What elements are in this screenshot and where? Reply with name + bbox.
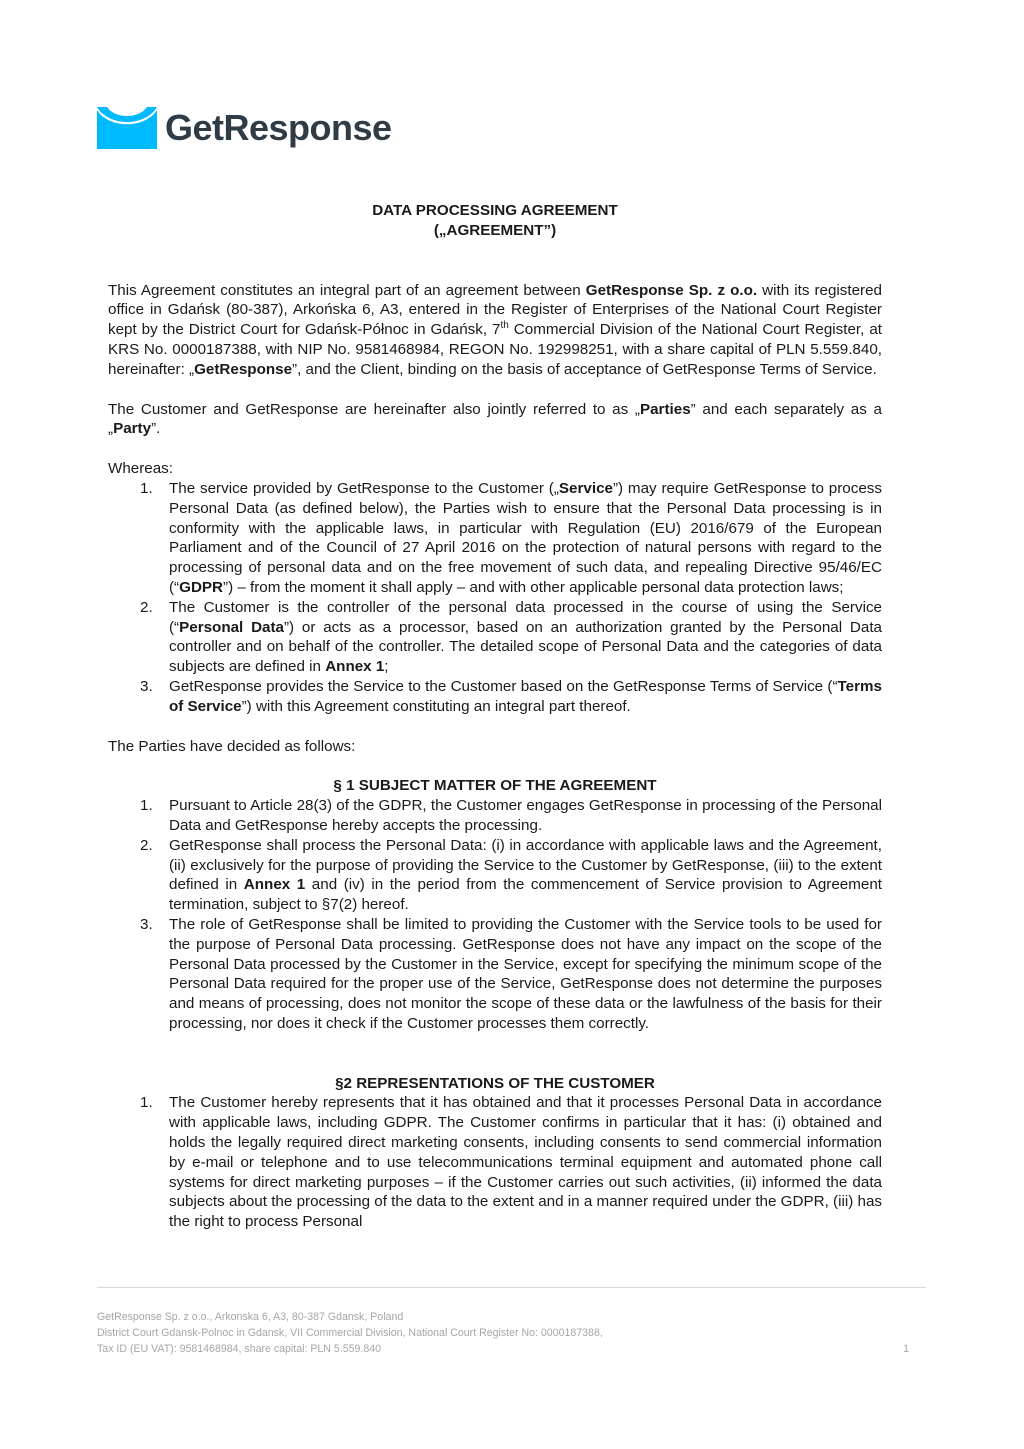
list-item: 3. The role of GetResponse shall be limited to providing the Customer with the Service tools to be used for the purpose of Personal Data processing. GetResponse does not have any impact on the scope of the Personal Data processed by the Customer in the Service, except for specifying the minimum scope of the Personal Data required for the proper use of the Service, GetResponse does not determine the purposes and means of processing, does not monitor the scope of these data or the lawfulness of the basis for their processing, nor does it check if the Customer processes them correctly. xyxy=(140,915,882,1032)
list-item: 1. The service provided by GetResponse to the Customer („Service”) may require GetResponse to process Personal Data (as defined below), the Parties wish to ensure that the Personal Data processing is in conformity with the applicable laws, in particular with Regulation (EU) 2016/679 of the European Parliament and of the Council of 27 April 2016 on the protection of natural persons with regard to the processing of personal data and on the free movement of such data, and repealing Directive 95/46/EC (“GDPR”) – from the moment it shall apply – and with other applicable personal data protection laws; xyxy=(140,479,882,596)
list-item: 3. GetResponse provides the Service to the Customer based on the GetResponse Terms of Service (“Terms of Service”) with this Agreement constituting an integral part thereof. xyxy=(140,677,882,715)
page-number: 1 xyxy=(903,1343,909,1355)
section-1-heading: § 1 SUBJECT MATTER OF THE AGREEMENT xyxy=(333,777,657,795)
section-2-list xyxy=(108,1093,882,1232)
list-item: 2. The Customer is the controller of the personal data processed in the course of using the Service (“Personal Data”) or acts as a processor, based on an authorization granted by the Personal Data controller and on behalf of the controller. The detailed scope of Personal Data and the categories of data subjects are defined in Annex 1; xyxy=(140,598,882,676)
parties-paragraph: The Customer and GetResponse are hereinafter also jointly referred to as „Parties” and each separately as a „Party”. xyxy=(108,400,882,438)
footer-divider xyxy=(97,1287,926,1288)
page-footer xyxy=(97,1309,909,1357)
decided-paragraph: The Parties have decided as follows: xyxy=(108,737,356,755)
footer-line: Tax ID (EU VAT): 9581468984, share capital: PLN 5.559.840 xyxy=(97,1343,382,1355)
intro-paragraph: This Agreement constitutes an integral part of an agreement between GetResponse Sp. z o.o. with its registered office in Gdańsk (80-387), Arkońska 6, A3, entered in the Register of Enterprises of the National Court Register kept by the District Court for Gdańsk-Północ in Gdańsk, 7th Commercial Division of the National Court Register, at KRS No. 0000187388, with NIP No. 9581468984, REGON No. 192998251, with a share capital of PLN 5.559.840, hereinafter: „GetResponse”, and the Client, binding on the basis of acceptance of GetResponse Terms of Service. xyxy=(108,281,883,378)
section-1-list xyxy=(108,796,882,1034)
brand-name: GetResponse xyxy=(165,107,392,148)
footer-line: GetResponse Sp. z o.o., Arkonska 6, A3, 80-387 Gdansk, Poland xyxy=(97,1311,404,1323)
section-2-heading: §2 REPRESENTATIONS OF THE CUSTOMER xyxy=(335,1074,655,1092)
document-title: DATA PROCESSING AGREEMENT xyxy=(372,202,618,219)
document-body xyxy=(108,201,882,1232)
list-item: 2. GetResponse shall process the Personal Data: (i) in accordance with applicable laws and the Agreement, (ii) exclusively for the purpose of providing the Service to the Customer by GetResponse, (iii) to the extent defined in Annex 1 and (iv) in the period from the commencement of Service provision to Agreement termination, subject to §7(2) hereof. xyxy=(140,836,882,914)
footer-line: District Court Gdansk-Polnoc in Gdansk, VII Commercial Division, National Court Register No: 0000187388, xyxy=(97,1327,603,1339)
list-item: 1. Pursuant to Article 28(3) of the GDPR, the Customer engages GetResponse in processing of the Personal Data and GetResponse hereby accepts the processing. xyxy=(140,797,882,834)
getresponse-logo xyxy=(97,107,392,149)
envelope-smile-icon xyxy=(97,107,157,149)
whereas-label: Whereas: xyxy=(108,460,173,478)
document-subtitle: („AGREEMENT”) xyxy=(433,221,557,239)
whereas-list xyxy=(108,479,882,717)
list-item: 1. The Customer hereby represents that it has obtained and that it processes Personal Data in accordance with applicable laws, including GDPR. The Customer confirms in particular that it has: (i) obtained and holds the legally required direct marketing consents, including consents to send commercial information by e-mail or telephone and to use telecommunications terminal equipment and automated phone call systems for direct marketing purposes – if the Customer carries out such activities, (ii) informed the data subjects about the processing of the data to the extent and in a manner required under the GDPR, (iii) has the right to process Personal xyxy=(140,1094,882,1231)
